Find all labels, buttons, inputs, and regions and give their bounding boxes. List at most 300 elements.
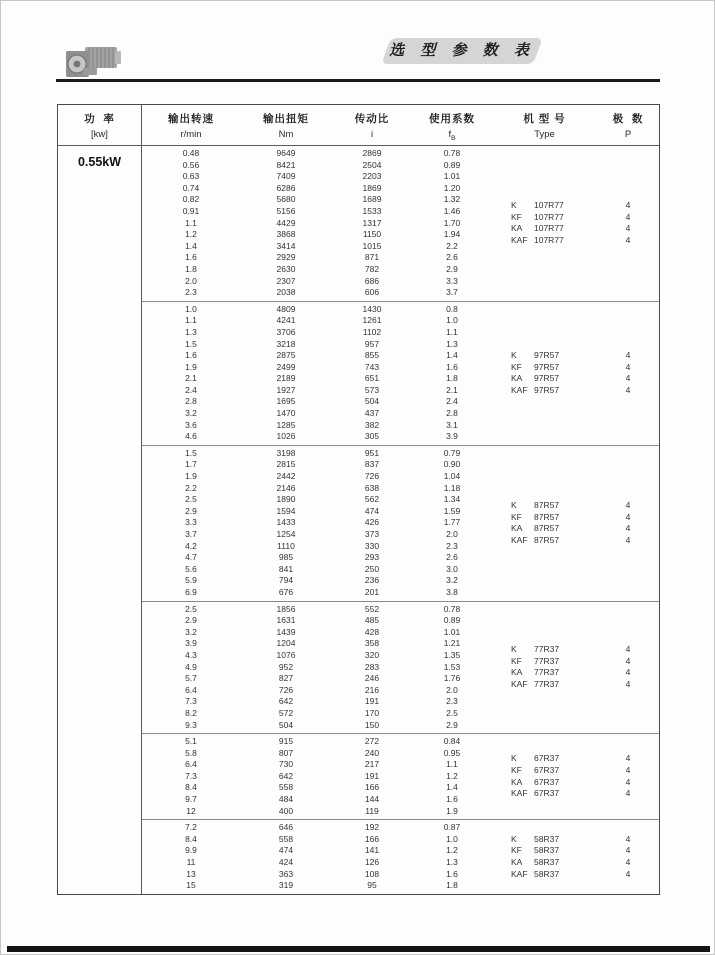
- data-row: [142, 794, 492, 806]
- poles-list: [597, 822, 659, 892]
- torque-value: 730: [278, 759, 294, 770]
- group-rows: [142, 736, 492, 817]
- data-row: [142, 650, 492, 662]
- torque-value: 642: [278, 770, 294, 781]
- model-list: [492, 822, 597, 892]
- ratio-value: 573: [364, 384, 380, 395]
- data-row: [142, 880, 492, 892]
- table-header: [58, 105, 659, 146]
- torque-value: 2875: [276, 350, 296, 361]
- ratio-value: 782: [364, 263, 380, 274]
- model-prefix: KA: [511, 857, 523, 868]
- factor-value: 2.9: [446, 719, 458, 730]
- poles-value: 4: [625, 776, 631, 787]
- factor-value: 1.0: [446, 833, 458, 844]
- speed-value: 5.6: [185, 563, 197, 574]
- speed-value: 5.1: [185, 736, 197, 747]
- factor-value: 3.0: [446, 563, 458, 574]
- data-row: [142, 339, 492, 351]
- factor-value: 2.2: [446, 240, 458, 251]
- data-row: [142, 287, 492, 299]
- model-code: 58R37: [534, 857, 560, 868]
- table-group: [142, 146, 659, 301]
- data-row: [142, 638, 492, 650]
- data-row: [142, 385, 492, 397]
- speed-value: 3.3: [185, 517, 197, 528]
- model-prefix: K: [511, 644, 517, 655]
- factor-value: 0.95: [443, 747, 461, 758]
- torque-value: 1470: [276, 408, 296, 419]
- data-row: [142, 408, 492, 420]
- ratio-value: 871: [364, 252, 380, 263]
- model-code: 87R57: [534, 500, 560, 511]
- data-row: [142, 708, 492, 720]
- data-row: [142, 696, 492, 708]
- factor-value: 1.4: [446, 350, 458, 361]
- torque-value: 1026: [276, 431, 296, 442]
- speed-value: 7.2: [185, 822, 197, 833]
- ratio-value: 1261: [362, 315, 382, 326]
- model-code: 67R37: [534, 776, 560, 787]
- model-code: 77R37: [534, 678, 560, 689]
- factor-value: 1.4: [446, 782, 458, 793]
- ratio-value: 293: [364, 552, 380, 563]
- torque-value: 1439: [276, 626, 296, 637]
- data-row: [142, 564, 492, 576]
- col-header-ratio: 传动比 i: [354, 113, 390, 140]
- data-row: [142, 541, 492, 553]
- data-row: [142, 160, 492, 172]
- ratio-value: 1689: [362, 194, 382, 205]
- torque-value: 2189: [276, 373, 296, 384]
- data-row: [142, 604, 492, 616]
- factor-value: 3.7: [446, 287, 458, 298]
- data-row: [142, 517, 492, 529]
- data-row: [142, 736, 492, 748]
- model-prefix: KAF: [511, 384, 528, 395]
- factor-value: 2.1: [446, 384, 458, 395]
- ratio-value: 1102: [362, 326, 382, 337]
- data-row: [142, 552, 492, 564]
- factor-value: 1.8: [446, 880, 458, 891]
- speed-value: 1.1: [185, 315, 197, 326]
- speed-value: 1.9: [185, 471, 197, 482]
- torque-value: 558: [278, 833, 294, 844]
- factor-value: 0.84: [443, 736, 461, 747]
- torque-value: 400: [278, 805, 294, 816]
- model-row: [492, 679, 597, 691]
- torque-value: 558: [278, 782, 294, 793]
- speed-value: 1.8: [185, 263, 197, 274]
- poles-value: 4: [625, 350, 631, 361]
- group-rows: [142, 304, 492, 443]
- ratio-value: 283: [364, 661, 380, 672]
- factor-value: 0.90: [443, 459, 461, 470]
- speed-value: 1.1: [185, 217, 197, 228]
- model-row: [492, 857, 597, 869]
- torque-value: 3706: [276, 326, 296, 337]
- factor-value: 0.78: [443, 603, 461, 614]
- data-row: [142, 350, 492, 362]
- data-row: [142, 529, 492, 541]
- speed-value: 12: [186, 805, 196, 816]
- torque-value: 642: [278, 696, 294, 707]
- torque-value: 1695: [276, 396, 296, 407]
- torque-value: 9649: [276, 148, 296, 158]
- table-group: [142, 601, 659, 734]
- model-prefix: KF: [511, 845, 522, 856]
- torque-value: 1285: [276, 419, 296, 430]
- data-row: [142, 396, 492, 408]
- factor-value: 0.89: [443, 159, 461, 170]
- data-row: [142, 315, 492, 327]
- model-code: 67R37: [534, 788, 560, 799]
- ratio-value: 474: [364, 505, 380, 516]
- factor-value: 2.8: [446, 408, 458, 419]
- model-code: 107R77: [534, 200, 564, 211]
- speed-value: 4.6: [185, 431, 197, 442]
- speed-value: 1.9: [185, 361, 197, 372]
- data-row: [142, 615, 492, 627]
- ratio-value: 382: [364, 419, 380, 430]
- torque-value: 2815: [276, 459, 296, 470]
- poles-list: [597, 736, 659, 817]
- poles-value: 4: [625, 667, 631, 678]
- ratio-value: 240: [364, 747, 380, 758]
- poles-value: 4: [625, 200, 631, 211]
- selection-table: [57, 104, 660, 895]
- model-row: [492, 200, 597, 212]
- ratio-value: 119: [365, 805, 379, 816]
- speed-value: 2.2: [185, 482, 197, 493]
- factor-value: 1.2: [446, 770, 458, 781]
- torque-value: 1856: [276, 603, 296, 614]
- ratio-value: 562: [364, 494, 380, 505]
- speed-value: 8.4: [185, 833, 197, 844]
- factor-value: 1.32: [443, 194, 461, 205]
- ratio-value: 1150: [362, 229, 382, 240]
- model-row: [492, 656, 597, 668]
- factor-value: 1.3: [446, 857, 458, 868]
- torque-value: 1433: [276, 517, 296, 528]
- ratio-value: 1533: [362, 205, 382, 216]
- data-row: [142, 845, 492, 857]
- factor-value: 1.76: [443, 673, 461, 684]
- data-row: [142, 276, 492, 288]
- factor-value: 0.79: [443, 447, 461, 458]
- torque-value: 5680: [276, 194, 296, 205]
- model-prefix: K: [511, 833, 517, 844]
- ratio-value: 272: [364, 736, 380, 747]
- torque-value: 1890: [276, 494, 296, 505]
- torque-value: 952: [278, 661, 294, 672]
- speed-value: 8.4: [185, 782, 197, 793]
- factor-value: 3.3: [446, 275, 458, 286]
- model-code: 97R57: [534, 361, 560, 372]
- ratio-value: 305: [364, 431, 380, 442]
- data-row: [142, 748, 492, 760]
- poles-value: 4: [625, 223, 631, 234]
- torque-value: 3198: [276, 447, 296, 458]
- model-row: [492, 834, 597, 846]
- speed-value: 2.3: [185, 287, 197, 298]
- table-group: [142, 819, 659, 894]
- torque-value: 2038: [276, 287, 296, 298]
- speed-value: 2.1: [185, 373, 197, 384]
- power-value: 0.55kW: [77, 155, 122, 169]
- model-prefix: KA: [511, 523, 523, 534]
- model-list: [492, 148, 597, 299]
- col-header-poles: 极 数 P: [612, 113, 644, 140]
- group-rows: [142, 448, 492, 599]
- speed-value: 3.7: [185, 529, 197, 539]
- model-row: [492, 373, 597, 385]
- data-row: [142, 327, 492, 339]
- model-code: 107R77: [534, 234, 564, 245]
- factor-value: 1.94: [443, 229, 461, 240]
- data-row: [142, 673, 492, 685]
- col-header-speed: 输出转速 r/min: [168, 113, 214, 140]
- ratio-value: 1015: [362, 240, 382, 251]
- speed-value: 5.9: [185, 575, 197, 586]
- factor-value: 3.9: [446, 431, 458, 442]
- factor-value: 1.35: [443, 649, 461, 660]
- torque-value: 1927: [276, 384, 296, 395]
- ratio-value: 150: [364, 719, 380, 730]
- data-row: [142, 506, 492, 518]
- ratio-value: 606: [364, 287, 380, 298]
- torque-value: 676: [278, 586, 294, 597]
- ratio-value: 141: [364, 845, 380, 856]
- speed-value: 2.4: [185, 384, 197, 395]
- factor-value: 1.6: [446, 868, 458, 879]
- model-row: [492, 777, 597, 789]
- speed-value: 9.3: [185, 719, 197, 730]
- torque-value: 1594: [276, 505, 296, 516]
- model-list: [492, 736, 597, 817]
- ratio-value: 686: [364, 275, 380, 286]
- torque-value: 726: [278, 684, 294, 695]
- model-row: [492, 500, 597, 512]
- factor-value: 2.3: [446, 540, 458, 551]
- model-row: [492, 223, 597, 235]
- data-row: [142, 171, 492, 183]
- poles-value: 4: [625, 523, 631, 534]
- data-row: [142, 759, 492, 771]
- data-row: [142, 587, 492, 599]
- model-code: 67R37: [534, 765, 560, 776]
- speed-value: 9.7: [185, 794, 197, 805]
- torque-value: 1254: [276, 529, 296, 539]
- poles-value: 4: [625, 211, 631, 222]
- speed-value: 7.3: [185, 770, 197, 781]
- poles-list: [597, 304, 659, 443]
- speed-value: 1.3: [185, 326, 197, 337]
- torque-value: 363: [278, 868, 294, 879]
- table-group: [142, 301, 659, 445]
- data-row: [142, 459, 492, 471]
- gearmotor-photo: [63, 42, 125, 80]
- ratio-value: 201: [364, 586, 380, 597]
- data-row: [142, 720, 492, 732]
- torque-value: 4241: [276, 315, 296, 326]
- ratio-value: 166: [364, 782, 380, 793]
- model-code: 58R37: [534, 845, 560, 856]
- group-rows: [142, 148, 492, 299]
- model-code: 77R37: [534, 644, 560, 655]
- poles-value: 4: [625, 655, 631, 666]
- data-row: [142, 822, 492, 834]
- data-row: [142, 183, 492, 195]
- model-prefix: K: [511, 500, 517, 511]
- ratio-value: 246: [364, 673, 380, 684]
- model-row: [492, 667, 597, 679]
- torque-value: 646: [278, 822, 294, 833]
- model-code: 77R37: [534, 667, 560, 678]
- model-row: [492, 788, 597, 800]
- poles-value: 4: [625, 857, 631, 868]
- ratio-value: 166: [364, 833, 380, 844]
- speed-value: 3.9: [185, 638, 197, 649]
- ratio-value: 2869: [362, 148, 382, 158]
- model-prefix: KF: [511, 511, 522, 522]
- torque-value: 1076: [276, 649, 296, 660]
- ratio-value: 957: [364, 338, 380, 349]
- poles-list: [597, 448, 659, 599]
- ratio-value: 358: [364, 638, 380, 649]
- poles-value: 4: [625, 868, 631, 879]
- model-prefix: K: [511, 200, 517, 211]
- speed-value: 2.9: [185, 505, 197, 516]
- ratio-value: 144: [364, 794, 380, 805]
- speed-value: 11: [186, 857, 196, 868]
- factor-value: 2.0: [446, 529, 458, 539]
- torque-value: 6286: [276, 182, 296, 193]
- speed-value: 5.8: [185, 747, 197, 758]
- speed-value: 7.3: [185, 696, 197, 707]
- ratio-value: 1430: [362, 303, 382, 314]
- data-row: [142, 206, 492, 218]
- poles-value: 4: [625, 678, 631, 689]
- torque-value: 2929: [276, 252, 296, 263]
- data-row: [142, 264, 492, 276]
- torque-value: 1631: [276, 615, 296, 626]
- data-row: [142, 771, 492, 783]
- model-prefix: KAF: [511, 868, 528, 879]
- data-row: [142, 685, 492, 697]
- torque-value: 841: [278, 563, 294, 574]
- factor-value: 1.34: [443, 494, 461, 505]
- torque-value: 5156: [276, 205, 296, 216]
- model-row: [492, 235, 597, 247]
- ratio-value: 651: [364, 373, 380, 384]
- torque-value: 2307: [276, 275, 296, 286]
- group-rows: [142, 822, 492, 892]
- ratio-value: 426: [364, 517, 380, 528]
- torque-value: 807: [278, 747, 294, 758]
- factor-value: 2.5: [446, 707, 458, 718]
- poles-value: 4: [625, 511, 631, 522]
- speed-value: 3.2: [185, 626, 197, 637]
- speed-value: 13: [186, 868, 196, 879]
- torque-value: 4429: [276, 217, 296, 228]
- model-prefix: KF: [511, 655, 522, 666]
- factor-value: 1.9: [446, 805, 458, 816]
- ratio-value: 330: [364, 540, 380, 551]
- ratio-value: 855: [364, 350, 380, 361]
- speed-value: 8.2: [185, 707, 197, 718]
- speed-value: 3.2: [185, 408, 197, 419]
- table-group: [142, 733, 659, 819]
- page-title: 选 型 参 数 表: [389, 42, 535, 59]
- torque-value: 3868: [276, 229, 296, 240]
- gearmotor-photo-icon: [63, 42, 125, 80]
- data-row: [142, 148, 492, 160]
- speed-value: 2.8: [185, 396, 197, 407]
- model-row: [492, 869, 597, 881]
- torque-value: 3414: [276, 240, 296, 251]
- torque-value: 319: [278, 880, 294, 891]
- power-column: [58, 146, 142, 894]
- poles-value: 4: [625, 765, 631, 776]
- group-rows: [142, 604, 492, 732]
- speed-value: 1.4: [185, 240, 197, 251]
- ratio-value: 837: [364, 459, 380, 470]
- model-row: [492, 845, 597, 857]
- factor-value: 1.04: [443, 471, 461, 482]
- model-code: 107R77: [534, 223, 564, 234]
- model-prefix: KAF: [511, 234, 528, 245]
- poles-value: 4: [625, 753, 631, 764]
- header-divider: [56, 79, 660, 82]
- model-prefix: KF: [511, 765, 522, 776]
- ratio-value: 951: [364, 447, 380, 458]
- speed-value: 1.6: [185, 350, 197, 361]
- data-row: [142, 483, 492, 495]
- model-code: 87R57: [534, 511, 560, 522]
- poles-value: 4: [625, 788, 631, 799]
- torque-value: 484: [278, 794, 294, 805]
- data-row: [142, 857, 492, 869]
- ratio-value: 192: [364, 822, 380, 833]
- data-row: [142, 575, 492, 587]
- poles-value: 4: [625, 500, 631, 511]
- model-code: 58R37: [534, 868, 560, 879]
- factor-value: 1.77: [443, 517, 461, 528]
- speed-value: 1.5: [185, 447, 197, 458]
- speed-value: 6.4: [185, 684, 197, 695]
- model-row: [492, 212, 597, 224]
- data-row: [142, 471, 492, 483]
- model-prefix: KF: [511, 211, 522, 222]
- speed-value: 0.82: [182, 194, 200, 205]
- col-header-service-factor: 使用系数 $f_B$: [429, 113, 475, 142]
- speed-value: 3.6: [185, 419, 197, 430]
- factor-value: 1.53: [443, 661, 461, 672]
- speed-value: 2.5: [185, 494, 197, 505]
- model-prefix: KA: [511, 223, 523, 234]
- speed-value: 9.9: [185, 845, 197, 856]
- data-row: [142, 431, 492, 443]
- factor-value: 2.0: [446, 684, 458, 695]
- data-row: [142, 304, 492, 316]
- poles-value: 4: [625, 534, 631, 545]
- model-prefix: K: [511, 753, 517, 764]
- factor-value: 1.6: [446, 794, 458, 805]
- footer-bar: [7, 946, 710, 952]
- table-groups: [142, 146, 659, 894]
- factor-value: 0.89: [443, 615, 461, 626]
